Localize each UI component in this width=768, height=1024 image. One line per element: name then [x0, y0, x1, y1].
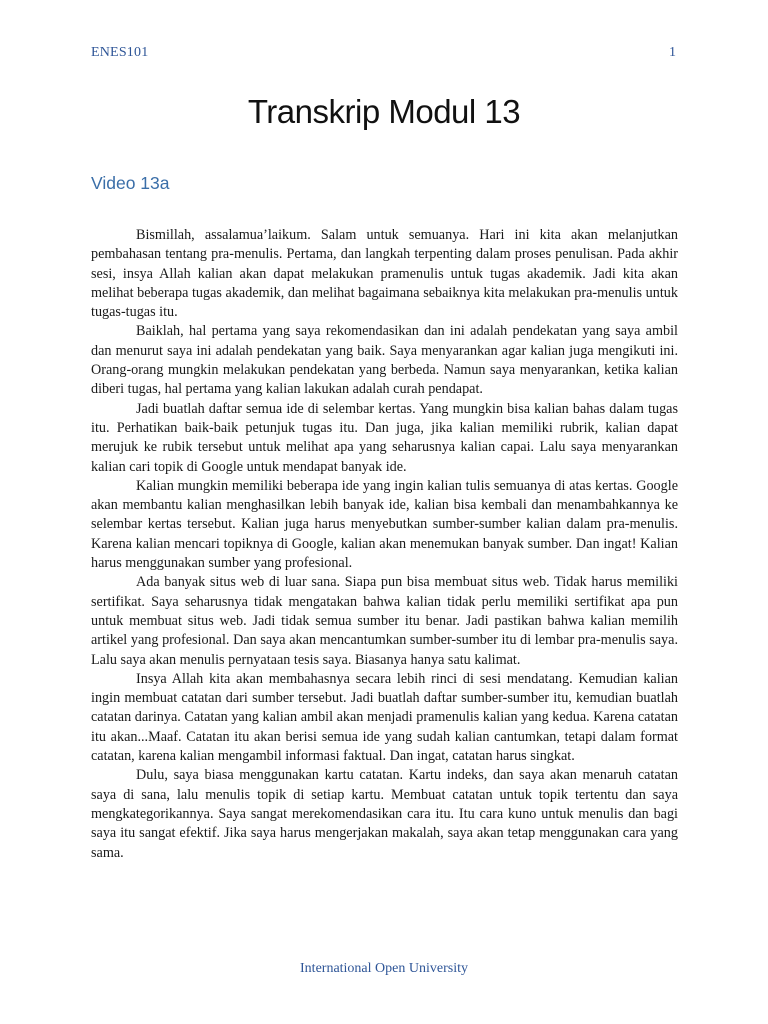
- paragraph-7: Dulu, saya biasa menggunakan kartu catatan. Kartu indeks, dan saya akan menaruh catatan saya di sana, lalu menulis topik di setiap kartu. Membuat catatan untuk topik tertentu dan saya mengkategorikannya. Saya sangat merekomendasikan cara itu. Itu cara kuno untuk menulis dan bagi saya itu sangat efektif. Jika saya harus mengerjakan makalah, saya akan tetap menggunakan cara yang sama.: [91, 767, 678, 861]
- footer-institution: International Open University: [300, 961, 468, 976]
- header-page-number: 1: [669, 45, 676, 60]
- header-course-code: ENES101: [91, 45, 149, 60]
- section-heading: Video 13a: [91, 173, 170, 193]
- paragraph-2: Baiklah, hal pertama yang saya rekomendasikan dan ini adalah pendekatan yang saya ambil dan menurut saya ini adalah pendekatan yang baik. Saya menyarankan agar kalian juga mengikuti ini. Orang-orang mungkin melakukan pendekatan yang berbeda. Namun saya menyarankan, ketika kalian diberi tugas, hal pertama yang kalian lakukan adalah curah pendapat.: [91, 323, 678, 398]
- body-text: [91, 226, 678, 863]
- paragraph-4: Kalian mungkin memiliki beberapa ide yang ingin kalian tulis semuanya di atas kertas. Google akan membantu kalian menghasilkan lebih banyak ide, kalian bisa kembali dan menambahkannya ke selembar kertas tersebut. Kalian juga harus menyebutkan sumber-sumber kalian dalam pra-menulis. Karena kalian mencari topiknya di Google, kalian akan menemukan banyak sumber. Dan ingat! Kalian harus menggunakan sumber yang profesional.: [91, 477, 678, 572]
- paragraph-6: Insya Allah kita akan membahasnya secara lebih rinci di sesi mendatang. Kemudian kalian ingin membuat catatan dari sumber tersebut. Jadi buatlah daftar sumber-sumber itu, kemudian buatlah catatan darinya. Catatan yang kalian ambil akan menjadi pramenulis kalian yang kedua. Karena catatan itu akan...Maaf. Catatan itu akan berisi semua ide yang sudah kalian cantumkan, tetapi dalam format catatan, karena kalian mengambil informasi faktual. Dan ingat, catatan harus singkat.: [91, 670, 678, 765]
- paragraph-1: Bismillah, assalamua’laikum. Salam untuk semuanya. Hari ini kita akan melanjutkan pembahasan tentang pra-menulis. Pertama, dan langkah terpenting dalam proses penulisan. Pada akhir sesi, insya Allah kalian akan dapat melakukan pramenulis untuk tugas akademik. Jadi kita akan melihat beberapa tugas akademik, dan melihat bagaimana sebaiknya kita melakukan pra-menulis untuk tugas-tugas itu.: [91, 227, 678, 321]
- paragraph-3: Jadi buatlah daftar semua ide di selembar kertas. Yang mungkin bisa kalian bahas dalam tugas itu. Perhatikan baik-baik petunjuk tugas itu. Dan juga, jika kalian memiliki rubrik, kalian dapat merujuk ke rubik tersebut untuk melihat apa yang seharusnya kalian capai. Lalu saya menyarankan kalian cari topik di Google untuk mendapat banyak ide.: [91, 400, 678, 475]
- paragraph-5: Ada banyak situs web di luar sana. Siapa pun bisa membuat situs web. Tidak harus memiliki sertifikat. Saya seharusnya tidak mengatakan bahwa kalian tidak perlu memiliki sertifikat apa pun untuk membuat situs web. Jadi tidak semua sumber itu benar. Jadi pastikan bahwa kalian memilih artikel yang profesional. Dan saya akan mencantumkan sumber-sumber itu di lembar pra-menulis saya. Lalu saya akan menulis pernyataan tesis saya. Biasanya hanya satu kalimat.: [91, 574, 678, 668]
- document-title: Transkrip Modul 13: [247, 93, 521, 130]
